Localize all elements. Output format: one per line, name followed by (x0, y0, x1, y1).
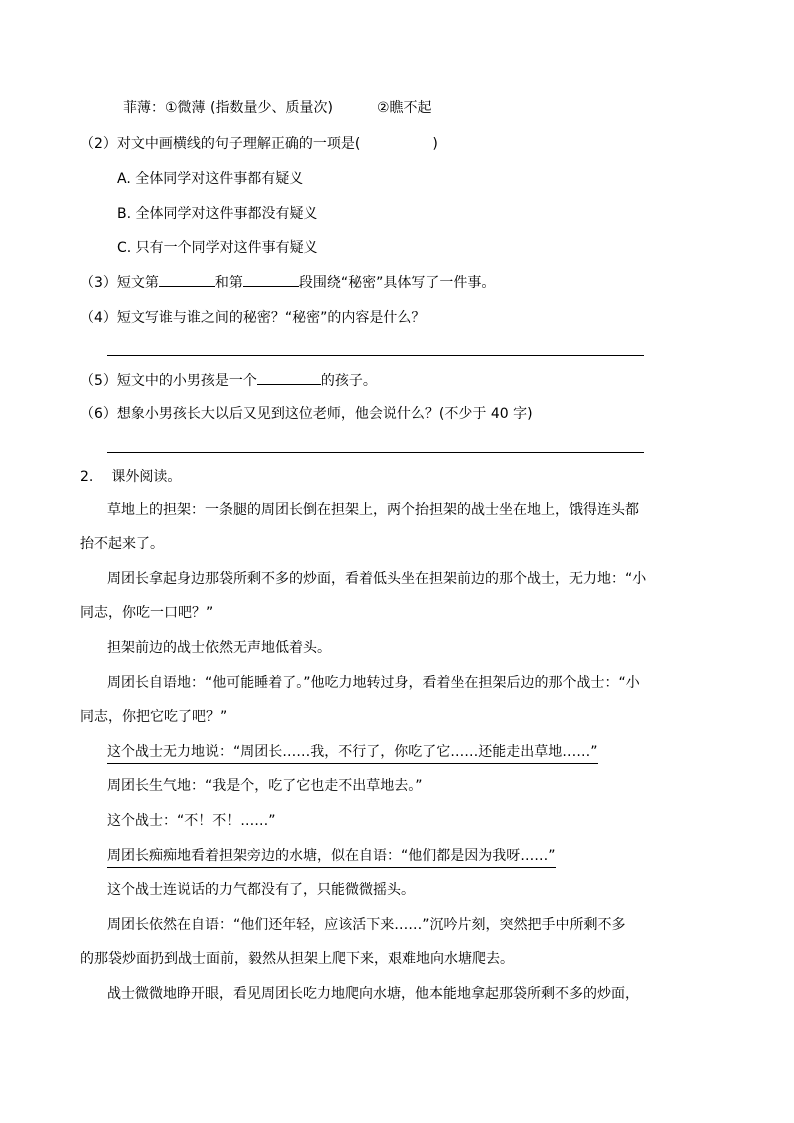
definition-option-2: ②瞧不起 (376, 100, 432, 116)
paragraph-line: 草地上的担架：一条腿的周团长倒在担架上，两个抬担架的战士坐在地上，饿得连头都 (107, 502, 639, 518)
option-c: C. 只有一个同学对这件事有疑义 (117, 240, 318, 256)
question-text: 的孩子。 (320, 373, 377, 389)
underlined-text: 这个战士无力地说：“周团长……我，不行了，你吃了它……还能走出草地……” (107, 744, 598, 764)
question-text: 想象小男孩长大以后又见到这位老师，他会说什么？(不少于 40 字) (116, 406, 533, 422)
paragraph-line: 同志，你吃一口吧？” (80, 605, 214, 621)
fill-blank[interactable] (243, 272, 299, 287)
underlined-text: 周团长痴痴地看着担架旁边的水塘，似在自语：“他们都是因为我呀……” (107, 848, 556, 868)
underlined-sentence (107, 846, 556, 866)
definition-term: 菲薄： (123, 100, 165, 116)
paragraph-line: 担架前边的战士依然无声地低着头。 (107, 640, 331, 656)
question-text: 短文中的小男孩是一个 (116, 373, 257, 389)
paragraph-line: 同志，你把它吃了吧？” (80, 709, 228, 725)
paragraph-line: 战士微微地睁开眼，看见周团长吃力地爬向水塘，他本能地拿起那袋所剩不多的炒面， (107, 986, 639, 1002)
paragraph-line: 周团长生气地：“我是个，吃了它也走不出草地去。” (107, 778, 423, 794)
question-text: 短文第 (116, 275, 159, 291)
section-2-heading (80, 467, 181, 487)
paragraph-line: 抬不起来了。 (80, 536, 164, 552)
paragraph-line: 周团长拿起身边那袋所剩不多的炒面，看着低头坐在担架前边的那个战士，无力地：“小 (107, 571, 647, 587)
question-text: 和第 (214, 275, 243, 291)
question-number: （2） (80, 136, 117, 152)
question-number: （3） (80, 275, 117, 291)
question-6 (80, 404, 533, 424)
paragraph-line: 这个战士连说话的力气都没有了，只能微微摇头。 (107, 882, 415, 898)
underlined-sentence (107, 742, 598, 762)
question-3 (80, 272, 495, 292)
paragraph-line: 周团长自语地：“他可能睡着了。”他吃力地转过身，看着坐在担架后边的那个战士：“小 (107, 675, 640, 691)
answer-line[interactable] (107, 452, 644, 453)
fill-blank[interactable] (257, 370, 321, 385)
fill-blank[interactable] (159, 272, 215, 287)
definition-line (123, 98, 432, 118)
section-number: 2. (80, 469, 94, 485)
paragraph-line: 周团长依然在自语：“他们还年轻，应该活下来……”沉吟片刻，突然把手中所剩不多 (107, 917, 626, 933)
question-number: （6） (80, 406, 117, 422)
question-5 (80, 370, 377, 390)
section-title: 课外阅读。 (111, 469, 182, 485)
question-number: （5） (80, 373, 117, 389)
question-text: 段围绕“秘密”具体写了一件事。 (298, 275, 496, 291)
question-2 (80, 134, 438, 154)
question-text: 对文中画横线的句子理解正确的一项是( (116, 136, 361, 152)
definition-option-1: ①微薄 (指数量少、质量次) (165, 100, 333, 116)
paragraph-line: 这个战士：“不！不！……” (107, 813, 276, 829)
question-text: 短文写谁与谁之间的秘密？“秘密”的内容是什么？ (116, 310, 426, 326)
answer-line[interactable] (107, 355, 644, 356)
paragraph-line: 的那袋炒面扔到战士面前，毅然从担架上爬下来，艰难地向水塘爬去。 (80, 951, 514, 967)
option-b: B. 全体同学对这件事都没有疑义 (117, 206, 318, 222)
question-number: （4） (80, 310, 117, 326)
question-4 (80, 308, 425, 328)
question-paren-close: ) (432, 136, 438, 152)
option-a: A. 全体同学对这件事都有疑义 (117, 171, 304, 187)
